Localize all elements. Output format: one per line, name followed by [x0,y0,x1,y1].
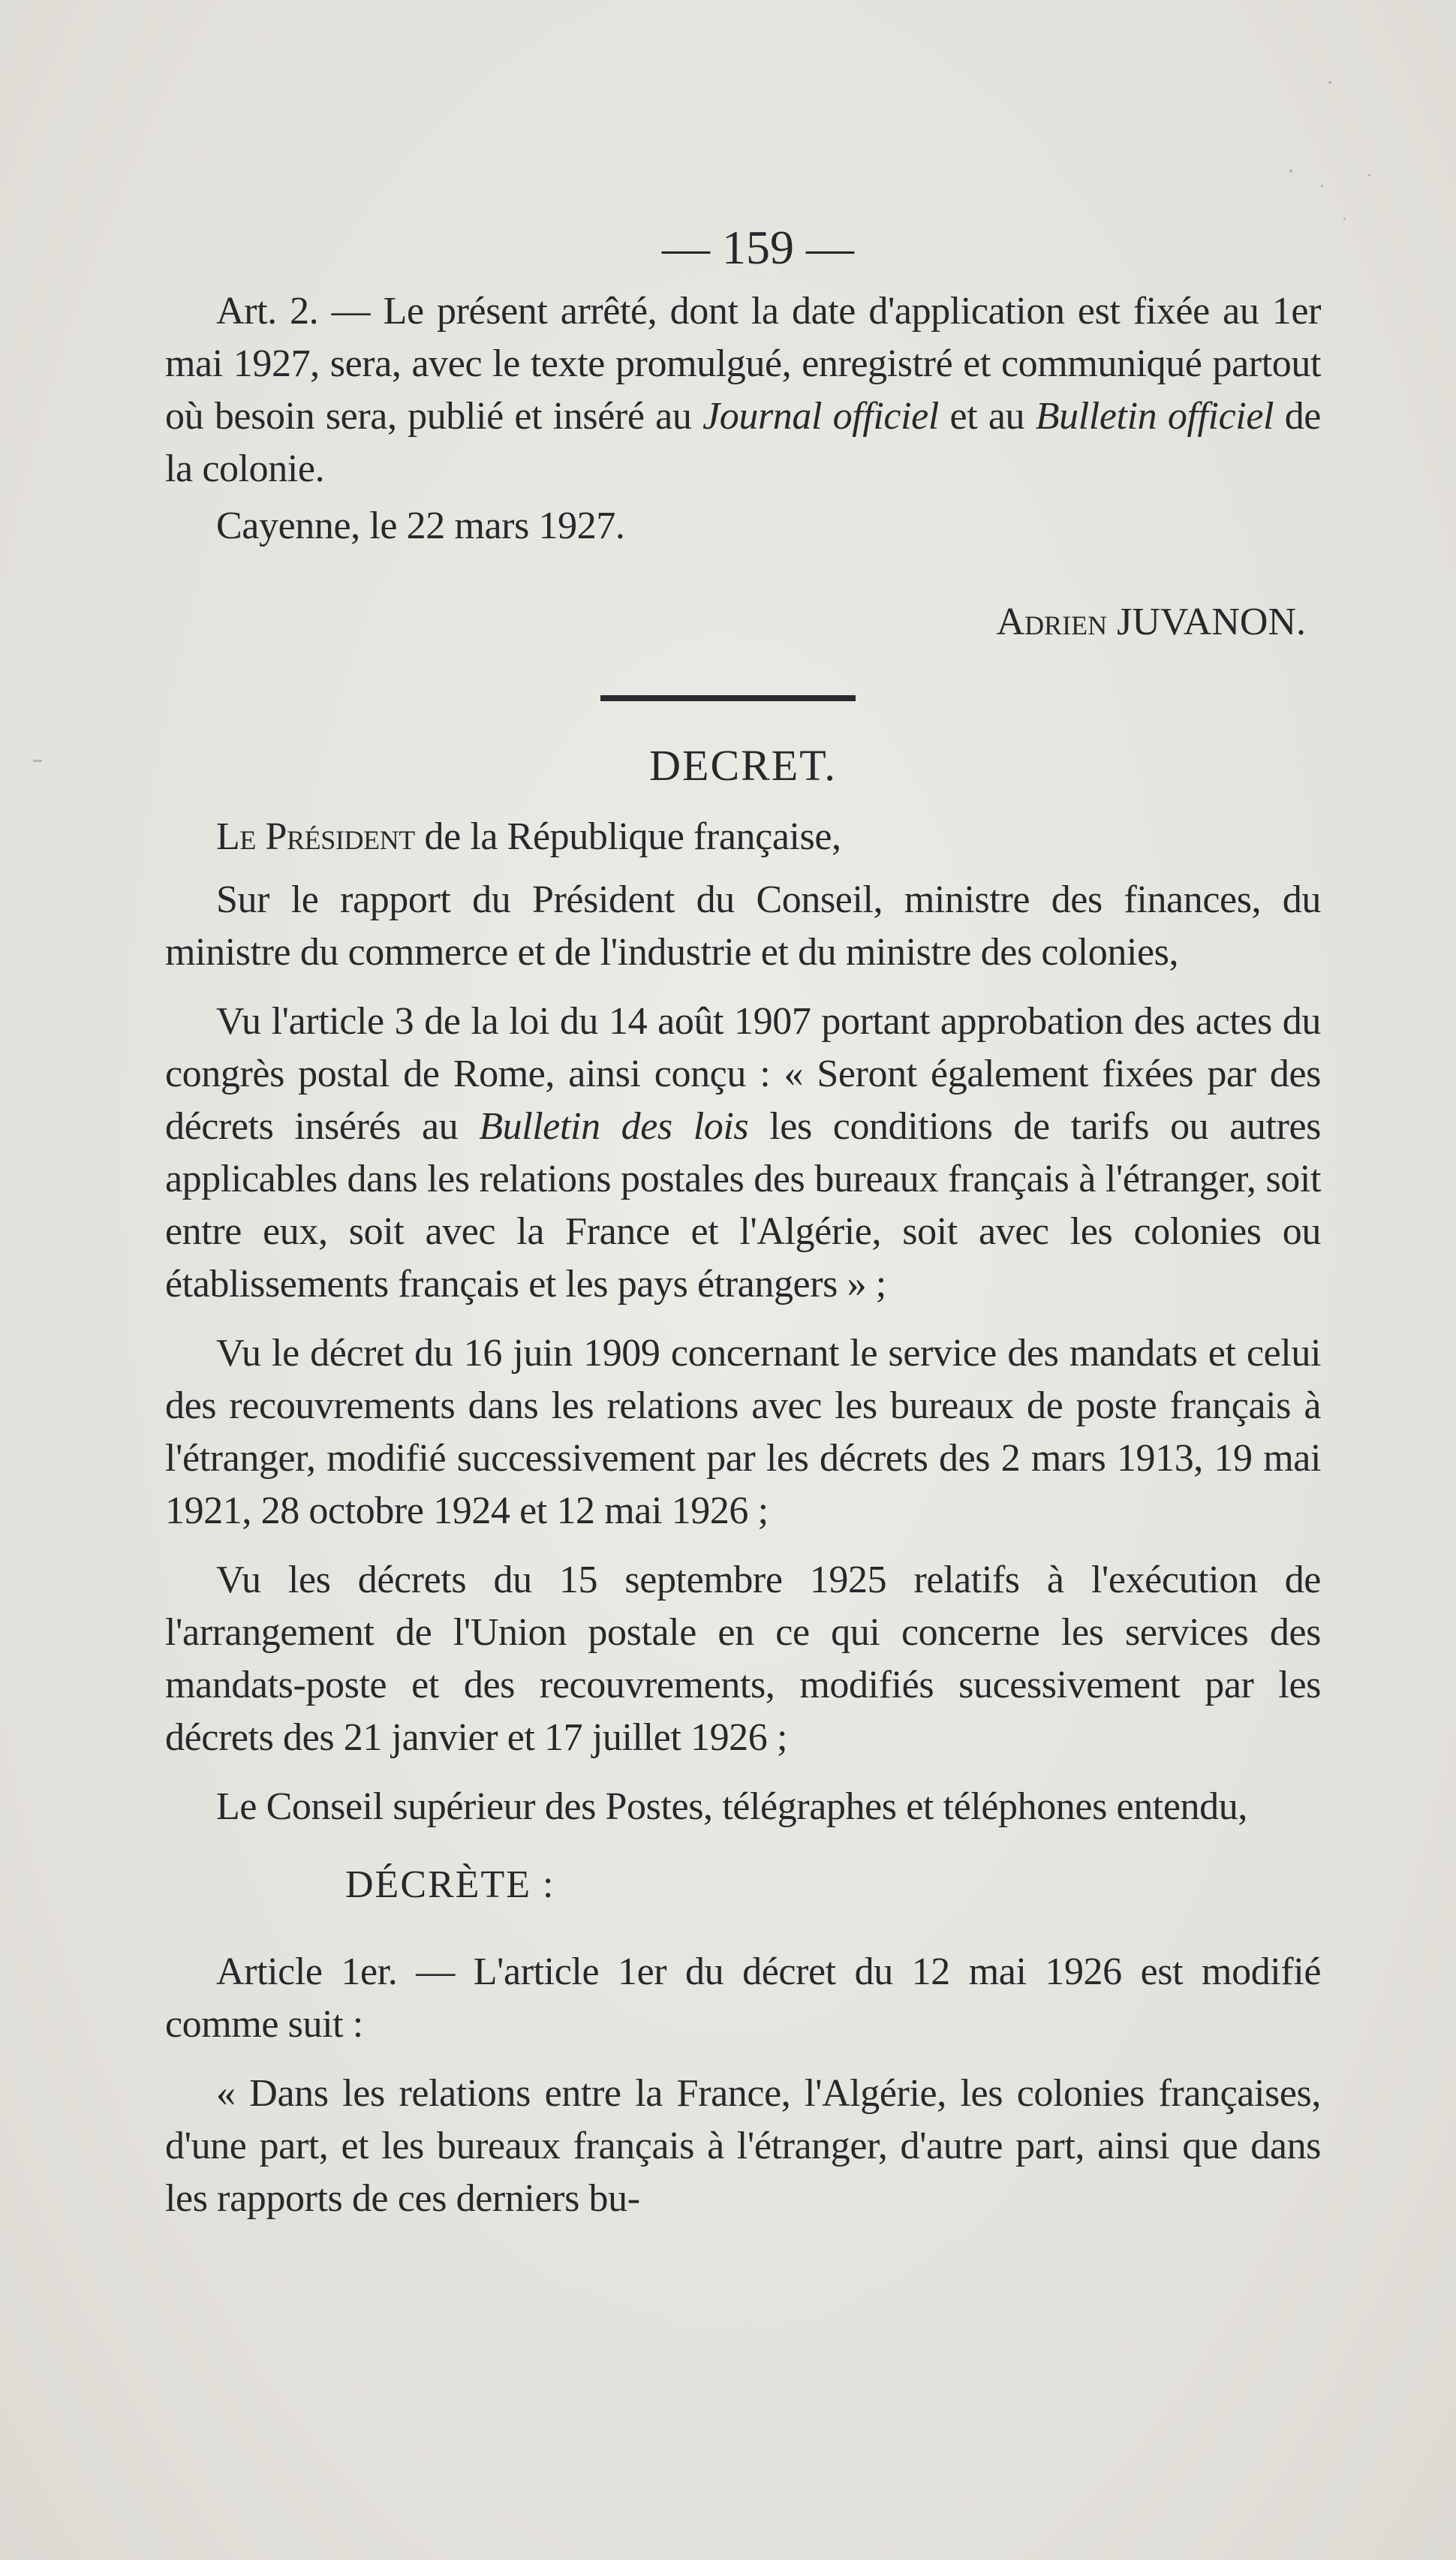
article-2-text-middle: et au [938,395,1036,438]
vu-decret-1909-paragraph: Vu le décret du 16 juin 1909 concernant le service des mandats et celui des recouvrements dans les relations avec les bureaux de poste français à l'étranger, modifié successivement par les décrets des 2 mars 1913, 19 mai 1921, 28 octobre 1924 et 12 mai 1926 ; [165,1332,1321,1532]
dateline: Cayenne, le 22 mars 1927. [216,504,625,547]
conseil-paragraph: Le Conseil supérieur des Postes, télégraphes et téléphones entendu, [216,1785,1247,1828]
section-divider-rule [600,695,856,701]
signature-last-name: JUVANON. [1117,601,1306,643]
president-line-rest: de la République française, [414,815,841,858]
paper-speck [1321,185,1323,187]
article-2-text-end: de la colonie. [165,395,1321,490]
president-line [165,811,1321,863]
vu-loi-text-end: les conditions de tarifs ou autres applicables dans les relations postales des bureaux français à l'étranger, soit entre eux, soit avec la France et l'Algérie, soit avec les colonies ou établissements français et les pays étrangers » ; [165,1105,1321,1306]
vu-loi-text-start: Vu l'article 3 de la loi du 14 août 1907 portant approbation des actes du congrès postal de Rome, ainsi conçu : « Seront également fixées par des décrets insérés au [165,1000,1321,1148]
decrete-heading: DÉCRÈTE : [345,1863,555,1906]
vu-decrets-1925-paragraph: Vu les décrets du 15 septembre 1925 relatifs à l'exécution de l'arrangement de l'Union postale en ce qui concerne les services des mandats-poste et des recouvrements, modifiés sucessivement par les décrets des 21 janvier et 17 juillet 1926 ; [165,1559,1321,1759]
vu-loi-1907-paragraph [165,995,1321,1311]
page-number: — 159 — [662,221,854,274]
bulletin-officiel-title: Bulletin officiel [1035,395,1274,438]
paper-speck [1343,218,1346,220]
paper-speck [33,760,42,762]
rapport-paragraph: Sur le rapport du Président du Conseil, ministre des finances, du ministre du commerce et de l'industrie et du ministre des colonies, [165,878,1321,974]
bulletin-des-lois-title: Bulletin des lois [479,1105,749,1148]
text-column [165,218,1321,2225]
quoted-article-paragraph: « Dans les relations entre la France, l'Algérie, les colonies françaises, d'une part, et les bureaux français à l'étranger, d'autre part, ainsi que dans les rapports de ces derniers bu- [165,2072,1321,2220]
president-small-caps: Le Président [216,815,415,858]
article-1-paragraph: Article 1er. — L'article 1er du décret du 12 mai 1926 est modifié comme suit : [165,1950,1321,2046]
signature [165,596,1321,649]
signature-first-name: Adrien [996,601,1108,643]
decret-title: DECRET. [649,741,837,790]
paper-speck [1289,170,1292,173]
article-2-text-start: Art. 2. — Le présent arrêté, dont la date d'application est fixée au 1er mai 1927, sera, avec le texte promulgué, enregistré et communiqué partout où besoin sera, publié et inséré au [165,290,1321,438]
journal-officiel-title: Journal officiel [702,395,939,438]
article-2-paragraph [165,285,1321,495]
paper-speck [1367,174,1370,176]
paper-speck [1328,81,1331,84]
